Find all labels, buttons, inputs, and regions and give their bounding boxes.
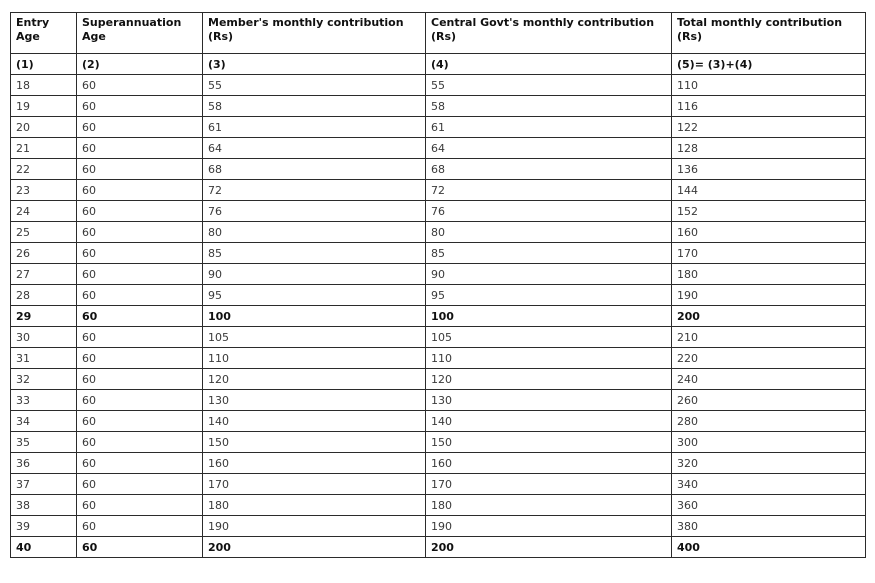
header-govt-contribution: Central Govt's monthly contribution (Rs) — [426, 13, 672, 54]
cell-superannuation-age: 60 — [77, 474, 203, 495]
table-row — [11, 411, 866, 432]
column-number-row — [11, 54, 866, 75]
cell-total-contribution: 280 — [672, 411, 866, 432]
cell-member-contribution: 61 — [203, 117, 426, 138]
cell-govt-contribution: 140 — [426, 411, 672, 432]
table-row — [11, 285, 866, 306]
cell-total-contribution: 160 — [672, 222, 866, 243]
table-row — [11, 453, 866, 474]
cell-superannuation-age: 60 — [77, 516, 203, 537]
cell-govt-contribution: 120 — [426, 369, 672, 390]
table-row — [11, 432, 866, 453]
cell-govt-contribution: 150 — [426, 432, 672, 453]
cell-superannuation-age: 60 — [77, 243, 203, 264]
header-superannuation-age: Superannuation Age — [77, 13, 203, 54]
cell-member-contribution: 100 — [203, 306, 426, 327]
cell-superannuation-age: 60 — [77, 159, 203, 180]
cell-govt-contribution: 160 — [426, 453, 672, 474]
cell-entry-age: 21 — [11, 138, 77, 159]
cell-govt-contribution: 95 — [426, 285, 672, 306]
cell-total-contribution: 320 — [672, 453, 866, 474]
cell-govt-contribution: 72 — [426, 180, 672, 201]
cell-govt-contribution: 58 — [426, 96, 672, 117]
cell-superannuation-age: 60 — [77, 75, 203, 96]
cell-member-contribution: 68 — [203, 159, 426, 180]
table-row — [11, 117, 866, 138]
column-number: (5)= (3)+(4) — [672, 54, 866, 75]
cell-total-contribution: 220 — [672, 348, 866, 369]
cell-entry-age: 34 — [11, 411, 77, 432]
cell-member-contribution: 105 — [203, 327, 426, 348]
column-number: (3) — [203, 54, 426, 75]
cell-total-contribution: 380 — [672, 516, 866, 537]
cell-govt-contribution: 76 — [426, 201, 672, 222]
cell-govt-contribution: 68 — [426, 159, 672, 180]
table-row — [11, 159, 866, 180]
cell-entry-age: 40 — [11, 537, 77, 558]
cell-superannuation-age: 60 — [77, 222, 203, 243]
cell-member-contribution: 90 — [203, 264, 426, 285]
cell-total-contribution: 170 — [672, 243, 866, 264]
table-row — [11, 201, 866, 222]
cell-member-contribution: 160 — [203, 453, 426, 474]
cell-entry-age: 22 — [11, 159, 77, 180]
cell-member-contribution: 200 — [203, 537, 426, 558]
cell-superannuation-age: 60 — [77, 495, 203, 516]
cell-member-contribution: 140 — [203, 411, 426, 432]
cell-total-contribution: 128 — [672, 138, 866, 159]
cell-superannuation-age: 60 — [77, 264, 203, 285]
cell-entry-age: 37 — [11, 474, 77, 495]
table-row — [11, 138, 866, 159]
table-row — [11, 495, 866, 516]
column-number: (4) — [426, 54, 672, 75]
table-row — [11, 75, 866, 96]
cell-entry-age: 38 — [11, 495, 77, 516]
cell-total-contribution: 122 — [672, 117, 866, 138]
cell-total-contribution: 210 — [672, 327, 866, 348]
cell-entry-age: 39 — [11, 516, 77, 537]
cell-total-contribution: 260 — [672, 390, 866, 411]
cell-govt-contribution: 90 — [426, 264, 672, 285]
header-total-contribution: Total monthly contribution (Rs) — [672, 13, 866, 54]
cell-superannuation-age: 60 — [77, 138, 203, 159]
cell-member-contribution: 120 — [203, 369, 426, 390]
table-body — [11, 54, 866, 558]
cell-total-contribution: 300 — [672, 432, 866, 453]
contribution-table-container — [10, 12, 865, 558]
cell-entry-age: 23 — [11, 180, 77, 201]
cell-govt-contribution: 85 — [426, 243, 672, 264]
table-row — [11, 348, 866, 369]
cell-entry-age: 33 — [11, 390, 77, 411]
cell-entry-age: 26 — [11, 243, 77, 264]
cell-superannuation-age: 60 — [77, 96, 203, 117]
cell-member-contribution: 85 — [203, 243, 426, 264]
cell-entry-age: 29 — [11, 306, 77, 327]
cell-total-contribution: 152 — [672, 201, 866, 222]
cell-superannuation-age: 60 — [77, 285, 203, 306]
cell-superannuation-age: 60 — [77, 369, 203, 390]
cell-superannuation-age: 60 — [77, 348, 203, 369]
cell-total-contribution: 190 — [672, 285, 866, 306]
table-row — [11, 243, 866, 264]
cell-superannuation-age: 60 — [77, 327, 203, 348]
cell-member-contribution: 76 — [203, 201, 426, 222]
cell-total-contribution: 180 — [672, 264, 866, 285]
cell-member-contribution: 64 — [203, 138, 426, 159]
cell-superannuation-age: 60 — [77, 201, 203, 222]
cell-member-contribution: 190 — [203, 516, 426, 537]
cell-member-contribution: 170 — [203, 474, 426, 495]
cell-entry-age: 28 — [11, 285, 77, 306]
cell-member-contribution: 55 — [203, 75, 426, 96]
cell-member-contribution: 72 — [203, 180, 426, 201]
cell-total-contribution: 360 — [672, 495, 866, 516]
column-number: (1) — [11, 54, 77, 75]
cell-govt-contribution: 55 — [426, 75, 672, 96]
cell-total-contribution: 400 — [672, 537, 866, 558]
cell-superannuation-age: 60 — [77, 390, 203, 411]
table-row — [11, 537, 866, 558]
cell-total-contribution: 116 — [672, 96, 866, 117]
cell-govt-contribution: 180 — [426, 495, 672, 516]
cell-govt-contribution: 80 — [426, 222, 672, 243]
cell-entry-age: 30 — [11, 327, 77, 348]
cell-entry-age: 19 — [11, 96, 77, 117]
cell-total-contribution: 200 — [672, 306, 866, 327]
contribution-table — [10, 12, 866, 558]
table-row — [11, 516, 866, 537]
cell-govt-contribution: 105 — [426, 327, 672, 348]
cell-member-contribution: 80 — [203, 222, 426, 243]
table-row — [11, 327, 866, 348]
cell-member-contribution: 110 — [203, 348, 426, 369]
cell-member-contribution: 180 — [203, 495, 426, 516]
cell-member-contribution: 130 — [203, 390, 426, 411]
cell-govt-contribution: 100 — [426, 306, 672, 327]
cell-govt-contribution: 130 — [426, 390, 672, 411]
cell-member-contribution: 95 — [203, 285, 426, 306]
cell-superannuation-age: 60 — [77, 432, 203, 453]
cell-total-contribution: 110 — [672, 75, 866, 96]
cell-entry-age: 18 — [11, 75, 77, 96]
column-number: (2) — [77, 54, 203, 75]
cell-superannuation-age: 60 — [77, 117, 203, 138]
cell-entry-age: 20 — [11, 117, 77, 138]
cell-entry-age: 27 — [11, 264, 77, 285]
cell-govt-contribution: 61 — [426, 117, 672, 138]
cell-entry-age: 35 — [11, 432, 77, 453]
table-row — [11, 369, 866, 390]
cell-superannuation-age: 60 — [77, 453, 203, 474]
cell-govt-contribution: 110 — [426, 348, 672, 369]
table-row — [11, 264, 866, 285]
cell-govt-contribution: 200 — [426, 537, 672, 558]
cell-total-contribution: 240 — [672, 369, 866, 390]
header-entry-age: Entry Age — [11, 13, 77, 54]
table-row — [11, 96, 866, 117]
header-row — [11, 13, 866, 54]
cell-total-contribution: 144 — [672, 180, 866, 201]
cell-superannuation-age: 60 — [77, 306, 203, 327]
cell-total-contribution: 136 — [672, 159, 866, 180]
cell-member-contribution: 58 — [203, 96, 426, 117]
cell-entry-age: 36 — [11, 453, 77, 474]
cell-entry-age: 25 — [11, 222, 77, 243]
cell-entry-age: 32 — [11, 369, 77, 390]
cell-member-contribution: 150 — [203, 432, 426, 453]
table-row — [11, 306, 866, 327]
table-row — [11, 474, 866, 495]
cell-total-contribution: 340 — [672, 474, 866, 495]
cell-superannuation-age: 60 — [77, 411, 203, 432]
header-member-contribution: Member's monthly contribution (Rs) — [203, 13, 426, 54]
cell-superannuation-age: 60 — [77, 180, 203, 201]
cell-entry-age: 31 — [11, 348, 77, 369]
cell-entry-age: 24 — [11, 201, 77, 222]
cell-govt-contribution: 190 — [426, 516, 672, 537]
cell-govt-contribution: 170 — [426, 474, 672, 495]
table-row — [11, 390, 866, 411]
cell-govt-contribution: 64 — [426, 138, 672, 159]
table-row — [11, 180, 866, 201]
table-row — [11, 222, 866, 243]
cell-superannuation-age: 60 — [77, 537, 203, 558]
